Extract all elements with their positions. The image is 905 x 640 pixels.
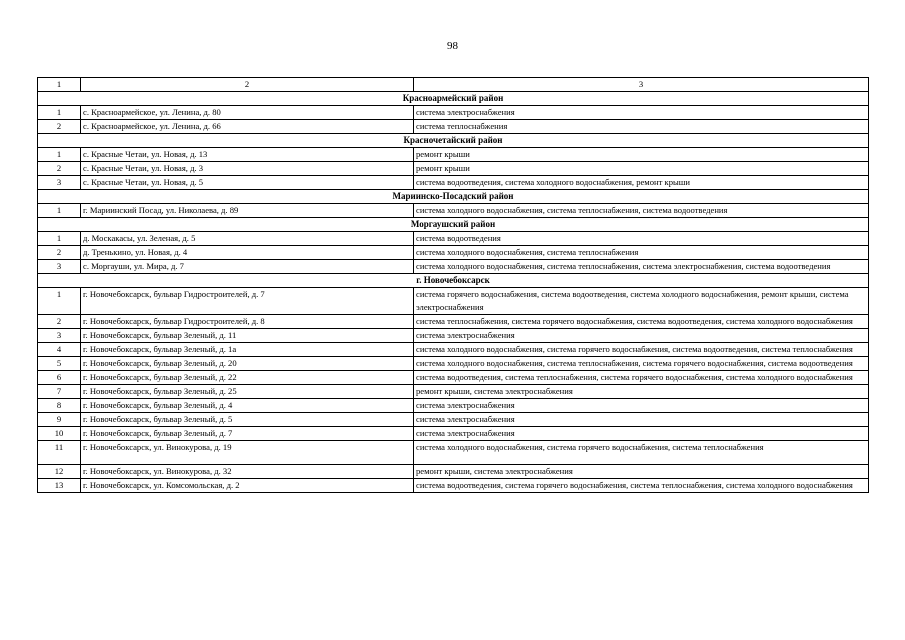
row-number: 2 bbox=[38, 162, 81, 176]
table-row bbox=[38, 427, 869, 441]
row-address: г. Новочебоксарск, ул. Винокурова, д. 32 bbox=[81, 465, 414, 479]
table-row bbox=[38, 479, 869, 493]
row-works: система холодного водоснабжения, система теплоснабжения, система горячего водоснабжения, система водоотведения bbox=[414, 357, 869, 371]
table-row bbox=[38, 162, 869, 176]
row-number: 9 bbox=[38, 413, 81, 427]
row-number: 12 bbox=[38, 465, 81, 479]
section-title: Мариинско-Посадский район bbox=[38, 190, 869, 204]
table-row bbox=[38, 148, 869, 162]
row-address: с. Красноармейское, ул. Ленина, д. 80 bbox=[81, 106, 414, 120]
section-title: г. Новочебоксарск bbox=[38, 274, 869, 288]
works-table bbox=[37, 77, 869, 493]
row-number: 8 bbox=[38, 399, 81, 413]
row-address: г. Новочебоксарск, бульвар Зеленый, д. 7 bbox=[81, 427, 414, 441]
row-works: система электроснабжения bbox=[414, 413, 869, 427]
row-works: система холодного водоснабжения, система горячего водоснабжения, система водоотведения, система теплоснабжения bbox=[414, 343, 869, 357]
table-row bbox=[38, 315, 869, 329]
row-works: система водоотведения, система теплоснабжения, система горячего водоснабжения, система холодного водоснабжения bbox=[414, 371, 869, 385]
row-works: система водоотведения, система горячего водоснабжения, система теплоснабжения, система холодного водоснабжения bbox=[414, 479, 869, 493]
section-title: Красночетайский район bbox=[38, 134, 869, 148]
table-row bbox=[38, 441, 869, 465]
table-row bbox=[38, 399, 869, 413]
table-row bbox=[38, 260, 869, 274]
row-number: 7 bbox=[38, 385, 81, 399]
row-address: г. Новочебоксарск, бульвар Зеленый, д. 11 bbox=[81, 329, 414, 343]
row-number: 2 bbox=[38, 315, 81, 329]
row-works: ремонт крыши, система электроснабжения bbox=[414, 385, 869, 399]
table-row bbox=[38, 204, 869, 218]
row-works: система теплоснабжения bbox=[414, 120, 869, 134]
row-number: 2 bbox=[38, 246, 81, 260]
row-address: г. Мариинский Посад, ул. Николаева, д. 89 bbox=[81, 204, 414, 218]
row-works: система холодного водоснабжения, система горячего водоснабжения, система теплоснабжения bbox=[414, 441, 869, 465]
row-address: с. Красные Четаи, ул. Новая, д. 13 bbox=[81, 148, 414, 162]
table-row bbox=[38, 288, 869, 315]
row-number: 13 bbox=[38, 479, 81, 493]
row-works: система электроснабжения bbox=[414, 329, 869, 343]
row-address: д. Москакасы, ул. Зеленая, д. 5 bbox=[81, 232, 414, 246]
table-row bbox=[38, 246, 869, 260]
row-address: г. Новочебоксарск, бульвар Зеленый, д. 1а bbox=[81, 343, 414, 357]
column-header-address: 2 bbox=[81, 78, 414, 92]
row-address: с. Красные Четаи, ул. Новая, д. 3 bbox=[81, 162, 414, 176]
table-header-row bbox=[38, 78, 869, 92]
row-works: система холодного водоснабжения, система теплоснабжения bbox=[414, 246, 869, 260]
row-address: г. Новочебоксарск, бульвар Зеленый, д. 4 bbox=[81, 399, 414, 413]
row-address: с. Красноармейское, ул. Ленина, д. 66 bbox=[81, 120, 414, 134]
table-row bbox=[38, 106, 869, 120]
section-row bbox=[38, 134, 869, 148]
table-row bbox=[38, 413, 869, 427]
page-number: 98 bbox=[447, 40, 458, 52]
row-address: г. Новочебоксарск, ул. Комсомольская, д. 2 bbox=[81, 479, 414, 493]
row-number: 1 bbox=[38, 148, 81, 162]
row-address: г. Новочебоксарск, ул. Винокурова, д. 19 bbox=[81, 441, 414, 465]
section-title: Моргаушский район bbox=[38, 218, 869, 232]
table-row bbox=[38, 329, 869, 343]
row-address: с. Красные Четаи, ул. Новая, д. 5 bbox=[81, 176, 414, 190]
row-number: 3 bbox=[38, 260, 81, 274]
section-row bbox=[38, 190, 869, 204]
row-number: 4 bbox=[38, 343, 81, 357]
row-works: система теплоснабжения, система горячего водоснабжения, система водоотведения, система холодного водоснабжения bbox=[414, 315, 869, 329]
section-row bbox=[38, 92, 869, 106]
row-number: 1 bbox=[38, 204, 81, 218]
row-number: 3 bbox=[38, 329, 81, 343]
row-number: 3 bbox=[38, 176, 81, 190]
section-title: Красноармейский район bbox=[38, 92, 869, 106]
table-row bbox=[38, 385, 869, 399]
row-address: г. Новочебоксарск, бульвар Зеленый, д. 20 bbox=[81, 357, 414, 371]
row-address: г. Новочебоксарск, бульвар Зеленый, д. 25 bbox=[81, 385, 414, 399]
table-row bbox=[38, 357, 869, 371]
row-number: 1 bbox=[38, 232, 81, 246]
row-address: с. Моргауши, ул. Мира, д. 7 bbox=[81, 260, 414, 274]
table-row bbox=[38, 371, 869, 385]
row-address: г. Новочебоксарск, бульвар Зеленый, д. 5 bbox=[81, 413, 414, 427]
table-row bbox=[38, 232, 869, 246]
section-row bbox=[38, 274, 869, 288]
row-number: 10 bbox=[38, 427, 81, 441]
column-header-works: 3 bbox=[414, 78, 869, 92]
table-row bbox=[38, 465, 869, 479]
row-works: система холодного водоснабжения, система теплоснабжения, система водоотведения bbox=[414, 204, 869, 218]
table-row bbox=[38, 120, 869, 134]
row-address: г. Новочебоксарск, бульвар Зеленый, д. 22 bbox=[81, 371, 414, 385]
row-address: д. Тренькино, ул. Новая, д. 4 bbox=[81, 246, 414, 260]
column-header-number: 1 bbox=[38, 78, 81, 92]
row-works: система электроснабжения bbox=[414, 399, 869, 413]
row-number: 5 bbox=[38, 357, 81, 371]
row-works: система электроснабжения bbox=[414, 106, 869, 120]
row-works: система горячего водоснабжения, система водоотведения, система холодного водоснабжения, ремонт крыши, система электроснабжения bbox=[414, 288, 869, 315]
row-number: 1 bbox=[38, 106, 81, 120]
row-works: система холодного водоснабжения, система теплоснабжения, система электроснабжения, система водоотведения bbox=[414, 260, 869, 274]
row-address: г. Новочебоксарск, бульвар Гидростроителей, д. 8 bbox=[81, 315, 414, 329]
row-works: ремонт крыши bbox=[414, 162, 869, 176]
row-works: система электроснабжения bbox=[414, 427, 869, 441]
section-row bbox=[38, 218, 869, 232]
row-works: система водоотведения, система холодного водоснабжения, ремонт крыши bbox=[414, 176, 869, 190]
row-works: ремонт крыши, система электроснабжения bbox=[414, 465, 869, 479]
table-row bbox=[38, 176, 869, 190]
row-number: 6 bbox=[38, 371, 81, 385]
row-address: г. Новочебоксарск, бульвар Гидростроителей, д. 7 bbox=[81, 288, 414, 315]
row-number: 1 bbox=[38, 288, 81, 315]
row-number: 11 bbox=[38, 441, 81, 465]
row-works: ремонт крыши bbox=[414, 148, 869, 162]
row-number: 2 bbox=[38, 120, 81, 134]
table-row bbox=[38, 343, 869, 357]
row-works: система водоотведения bbox=[414, 232, 869, 246]
